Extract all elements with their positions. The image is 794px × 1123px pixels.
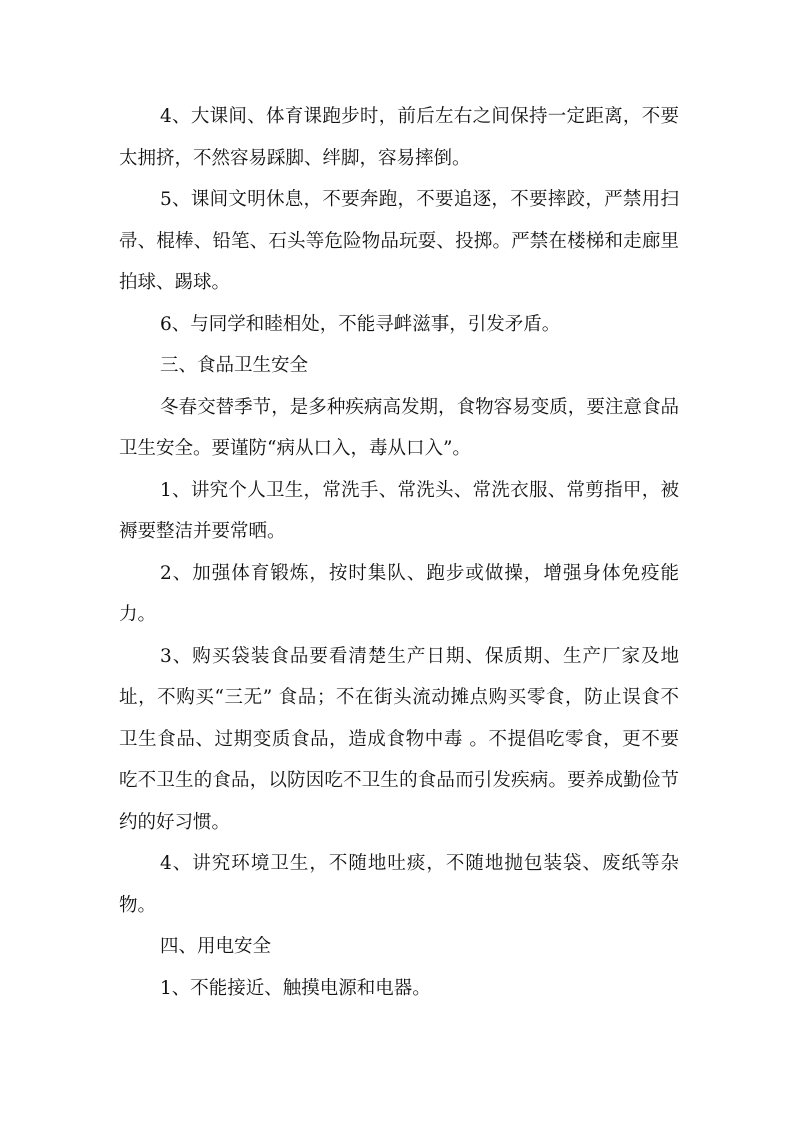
paragraph-item-6: 6、与同学和睦相处，不能寻衅滋事，引发矛盾。 xyxy=(160,313,561,335)
section-heading-electric-safety: 四、用电安全 xyxy=(160,936,272,957)
section-heading-food-safety: 三、食品卫生安全 xyxy=(160,355,309,376)
paragraph-food-intro: 冬春交替季节，是多种疾病高发期，食物容易变质，要注意食品卫生安全。要谨防“病从口入，毒从口入”。 xyxy=(119,396,679,459)
paragraph-item-4: 4、大课间、体育课跑步时，前后左右之间保持一定距离，不要太拥挤，不然容易踩脚、绊脚，容易摔倒。 xyxy=(119,106,679,169)
document-body xyxy=(119,96,679,1009)
paragraph-food-2: 2、加强体育锻炼，按时集队、跑步或做操，增强身体免疫能力。 xyxy=(119,562,679,625)
paragraph-food-3: 3、购买袋装食品要看清楚生产日期、保质期、生产厂家及地址，不购买“三无” 食品；不在街头流动摊点购买零食，防止误食不卫生食品、过期变质食品，造成食物中毒 。不提倡吃零食，更不要吃不卫生的食品，以防因吃不卫生的食品而引发疾病。要养成勤俭节约的好习惯。 xyxy=(119,645,679,833)
paragraph-item-5: 5、课间文明休息，不要奔跑，不要追逐，不要摔跤，严禁用扫帚、棍棒、铅笔、石头等危险物品玩耍、投掷。严禁在楼梯和走廊里拍球、踢球。 xyxy=(119,189,679,293)
paragraph-food-1: 1、讲究个人卫生，常洗手、常洗头、常洗衣服、常剪指甲，被褥要整洁并要常晒。 xyxy=(119,479,679,542)
paragraph-food-4: 4、讲究环境卫生，不随地吐痰，不随地抛包装袋、废纸等杂物。 xyxy=(119,853,679,916)
paragraph-electric-1: 1、不能接近、触摸电源和电器。 xyxy=(160,977,431,999)
